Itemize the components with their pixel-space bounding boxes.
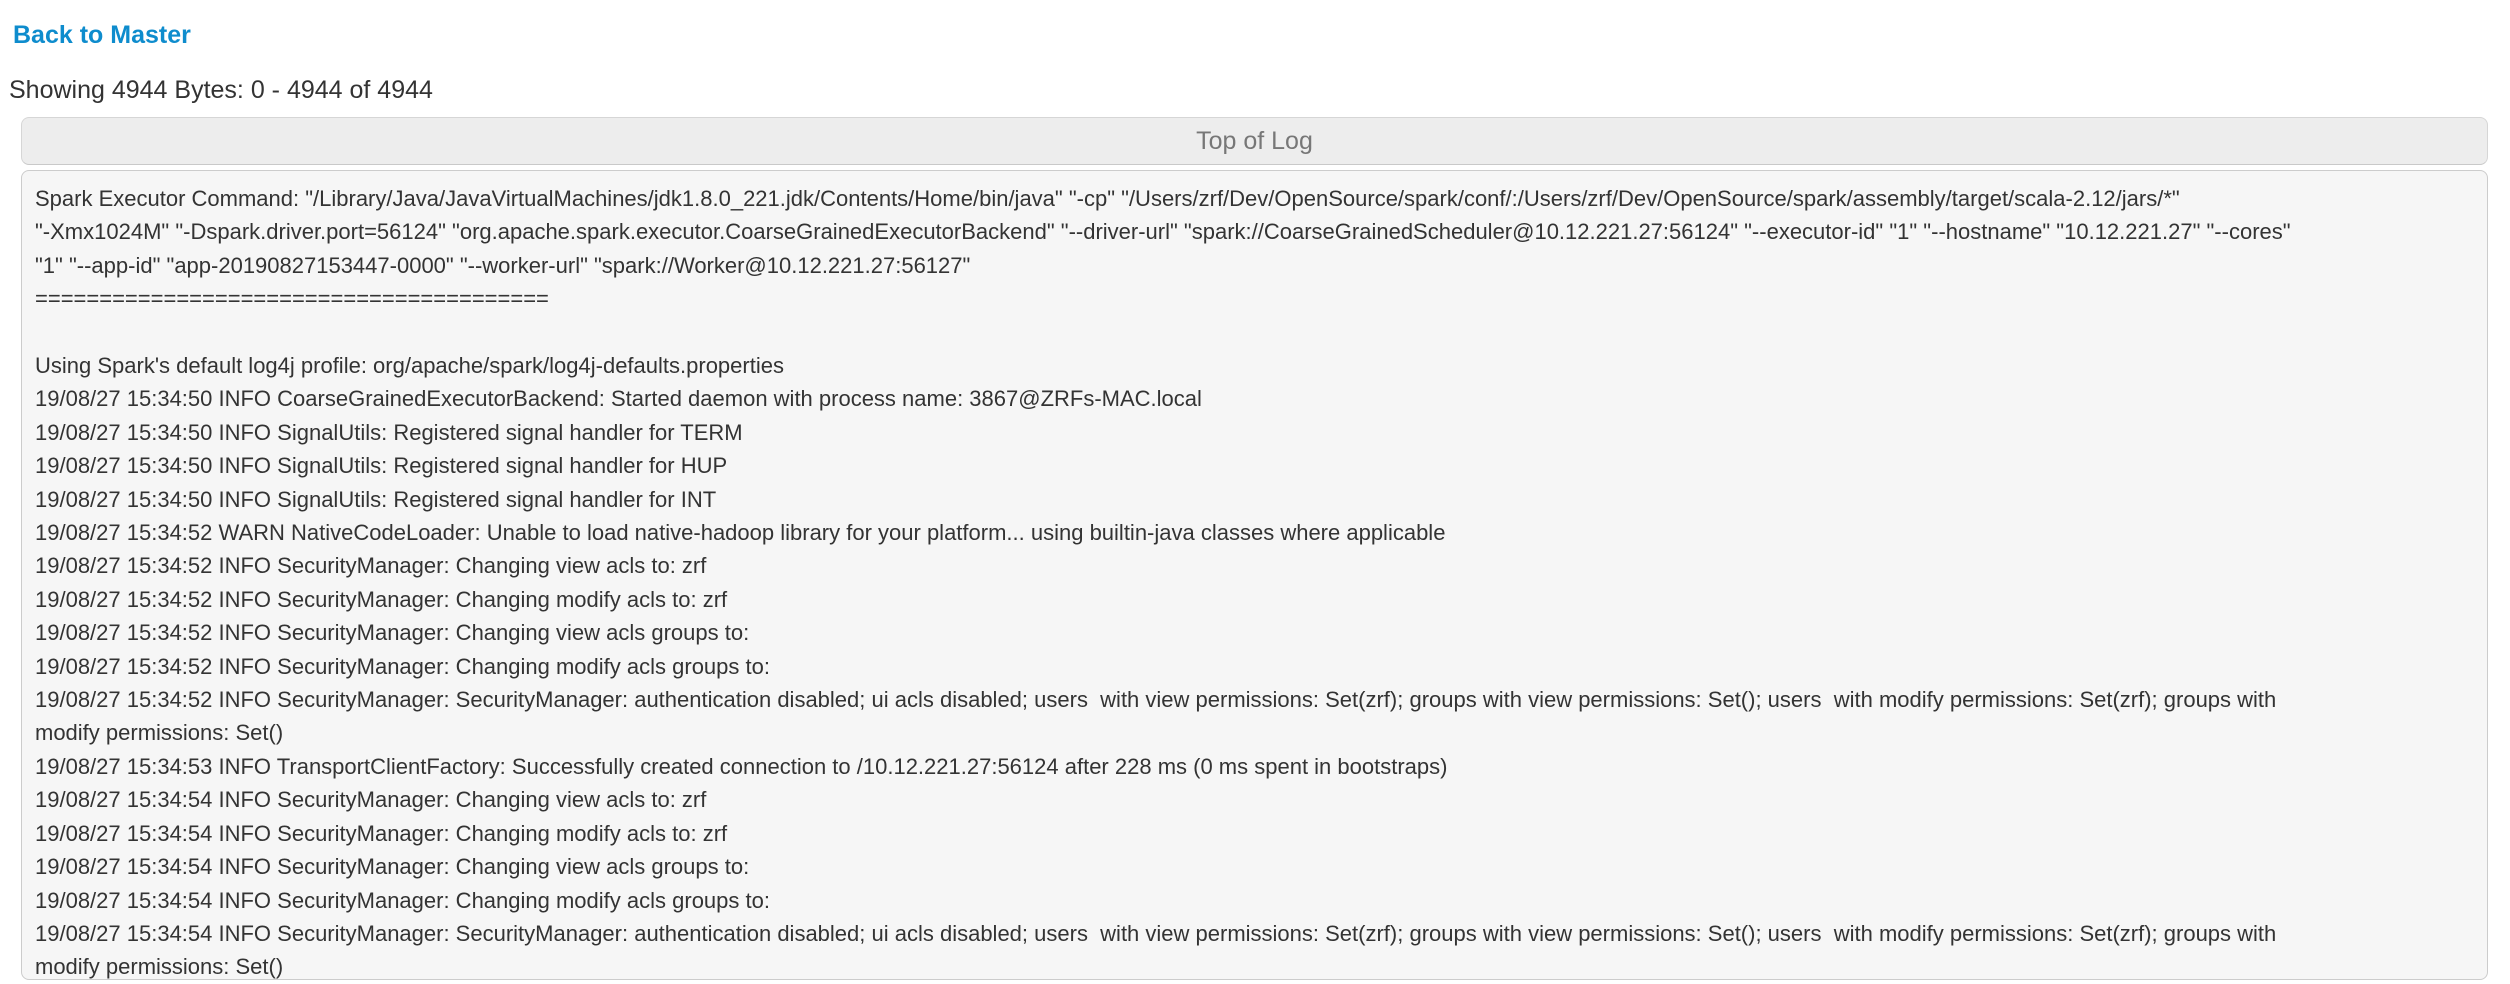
log-line: modify permissions: Set() xyxy=(35,954,284,980)
back-to-master-link[interactable]: Back to Master xyxy=(13,21,191,49)
log-line: "1" "--app-id" "app-20190827153447-0000" "--worker-url" "spark://Worker@10.12.221.27:56127" xyxy=(35,252,971,278)
log-line: 19/08/27 15:34:53 INFO TransportClientFactory: Successfully created connection to /10.12.221.27:56124 after 228 ms (0 ms spent in bootstraps) xyxy=(35,753,1448,779)
log-line: 19/08/27 15:34:50 INFO SignalUtils: Registered signal handler for HUP xyxy=(35,453,728,479)
log-line: 19/08/27 15:34:54 INFO SecurityManager: Changing modify acls groups to: xyxy=(35,887,770,913)
log-line: ======================================== xyxy=(35,286,549,312)
top-of-log-header: Top of Log xyxy=(21,117,2488,165)
log-line: Using Spark's default log4j profile: org/apache/spark/log4j-defaults.properties xyxy=(35,353,784,379)
log-line xyxy=(35,316,2474,349)
log-line: 19/08/27 15:34:52 INFO SecurityManager: Changing view acls groups to: xyxy=(35,620,750,646)
log-line: Spark Executor Command: "/Library/Java/JavaVirtualMachines/jdk1.8.0_221.jdk/Contents/Home/bin/java" "-cp" "/Users/zrf/Dev/OpenSource/spark/conf/:/Users/zrf/Dev/OpenSource/spark/assembly/target/scala-2.12/jars/*" xyxy=(35,186,2180,211)
log-line: 19/08/27 15:34:54 INFO SecurityManager: Changing modify acls to: zrf xyxy=(35,820,728,846)
log-line: 19/08/27 15:34:52 WARN NativeCodeLoader: Unable to load native-hadoop library for your platform... using builtin-java classes where applicable xyxy=(35,520,1446,546)
log-line: 19/08/27 15:34:50 INFO CoarseGrainedExecutorBackend: Started daemon with process name: 3867@ZRFs-MAC.local xyxy=(35,386,1202,412)
back-link-row xyxy=(13,20,2510,54)
log-line: 19/08/27 15:34:52 INFO SecurityManager: SecurityManager: authentication disabled; ui acls disabled; users with view permissions: Set(zrf); groups with view permissions: Set(); users with modify permissions: Set(zrf); groups with xyxy=(35,687,2277,713)
log-line: 19/08/27 15:34:54 INFO SecurityManager: SecurityManager: authentication disabled; ui acls disabled; users with view permissions: Set(zrf); groups with view permissions: Set(); users with modify permissions: Set(zrf); groups with xyxy=(35,920,2277,946)
log-line: modify permissions: Set() xyxy=(35,720,284,746)
log-line: 19/08/27 15:34:54 INFO SecurityManager: Changing view acls groups to: xyxy=(35,854,750,880)
log-content-box xyxy=(21,170,2488,980)
log-line: 19/08/27 15:34:52 INFO SecurityManager: Changing view acls to: zrf xyxy=(35,553,707,579)
log-line: "-Xmx1024M" "-Dspark.driver.port=56124" "org.apache.spark.executor.CoarseGrainedExecutorBackend" "--driver-url" "spark://CoarseGrainedScheduler@10.12.221.27:56124" "--executor-id" "1" "--hostname" "10.12.221.27" "--cores" xyxy=(35,219,2291,245)
log-line: 19/08/27 15:34:50 INFO SignalUtils: Registered signal handler for TERM xyxy=(35,419,743,445)
log-line: 19/08/27 15:34:52 INFO SecurityManager: Changing modify acls groups to: xyxy=(35,653,770,679)
log-line: 19/08/27 15:34:50 INFO SignalUtils: Registered signal handler for INT xyxy=(35,486,717,512)
byte-range-text: Showing 4944 Bytes: 0 - 4944 of 4944 xyxy=(9,76,433,104)
log-line: 19/08/27 15:34:52 INFO SecurityManager: Changing modify acls to: zrf xyxy=(35,586,728,612)
log-line: 19/08/27 15:34:54 INFO SecurityManager: Changing view acls to: zrf xyxy=(35,787,707,813)
